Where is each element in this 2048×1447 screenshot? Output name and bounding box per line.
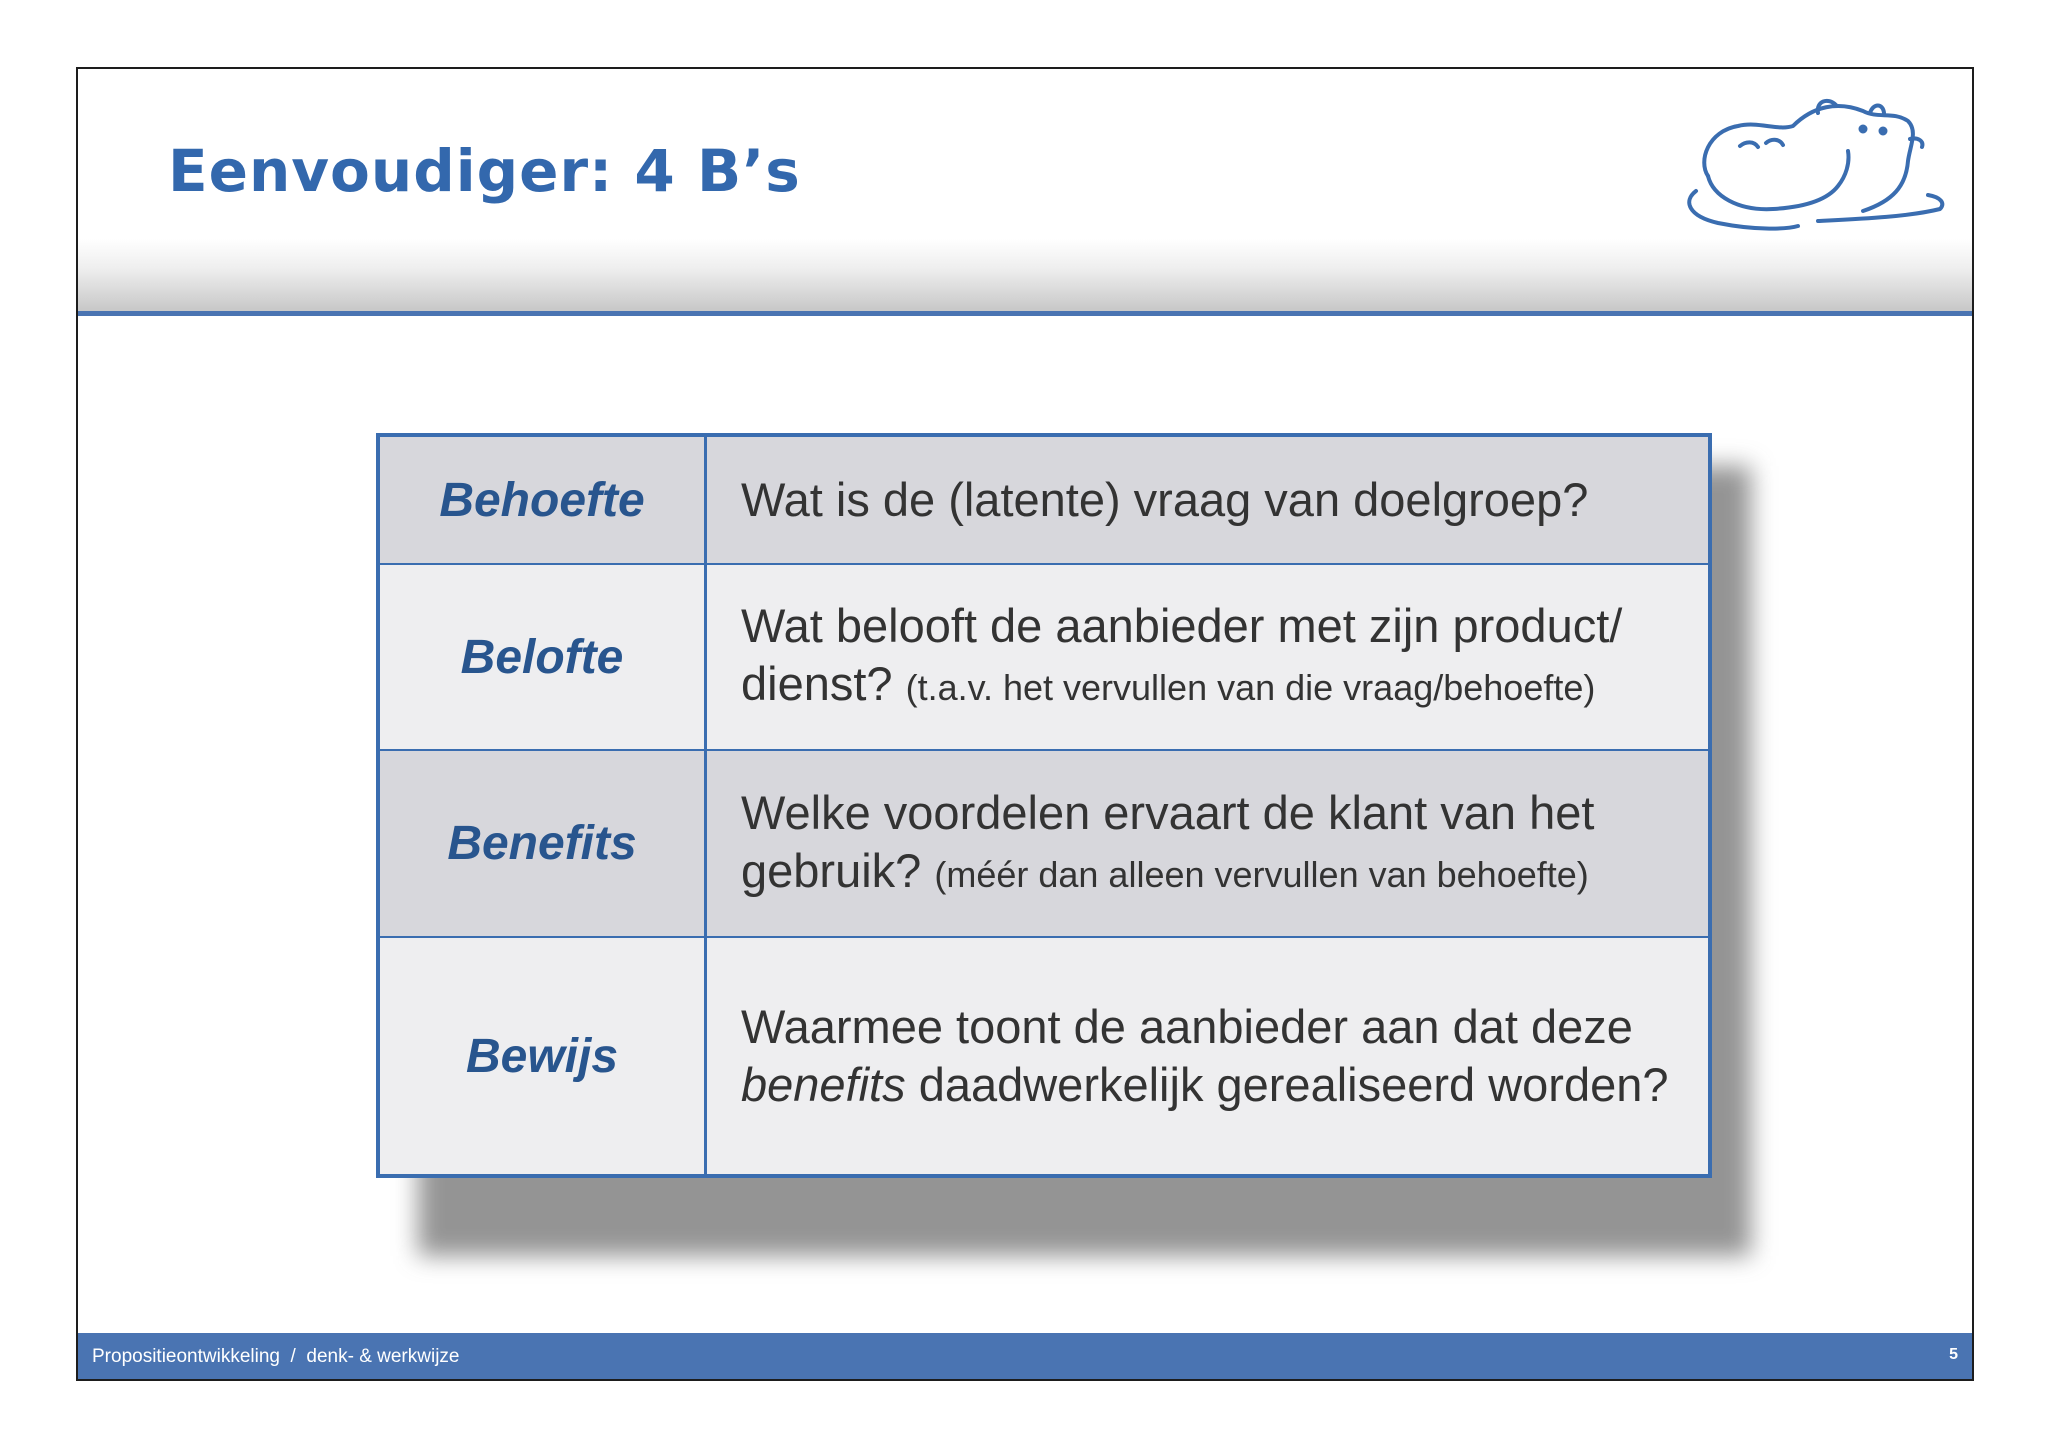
description-cell [707,437,1708,563]
note-text: (méér dan alleen vervullen van behoefte) [934,853,1589,895]
term-cell: Benefits [380,751,707,936]
four-bs-table [376,433,1712,1178]
slide [76,67,1974,1381]
header-rule [78,311,1972,316]
question-text: Wat belooft de aanbieder met zijn product/ dienst? [741,599,1623,710]
description-cell [707,938,1708,1174]
question-text-start: Waarmee toont de aanbieder aan dat deze [741,1000,1633,1053]
footer-breadcrumb: Propositieontwikkeling / denk- & werkwijze [92,1346,460,1367]
slide-title: Eenvoudiger: 4 B’s [168,137,801,205]
table-row-benefits [380,749,1708,936]
term-cell: Belofte [380,565,707,749]
table-row-belofte [380,563,1708,749]
question-emphasis: benefits [741,1058,906,1111]
question-text: Wat is de (latente) vraag van doelgroep? [741,473,1589,526]
note-text: (t.a.v. het vervullen van die vraag/behoefte) [905,667,1596,708]
term-cell: Bewijs [380,938,707,1174]
question-text: Welke voordelen ervaart de klant van het gebruik? [741,785,1595,897]
description-cell [707,751,1708,936]
term-cell: Behoefte [380,437,707,563]
question-text-end: daadwerkelijk gerealiseerd worden? [918,1058,1669,1111]
description-cell [707,565,1708,749]
table-row-behoefte [380,437,1708,563]
hippo-logo-icon [1678,91,1948,251]
table-row-bewijs [380,936,1708,1174]
page-number: 5 [1949,1346,1958,1363]
footer-bar [78,1333,1972,1379]
